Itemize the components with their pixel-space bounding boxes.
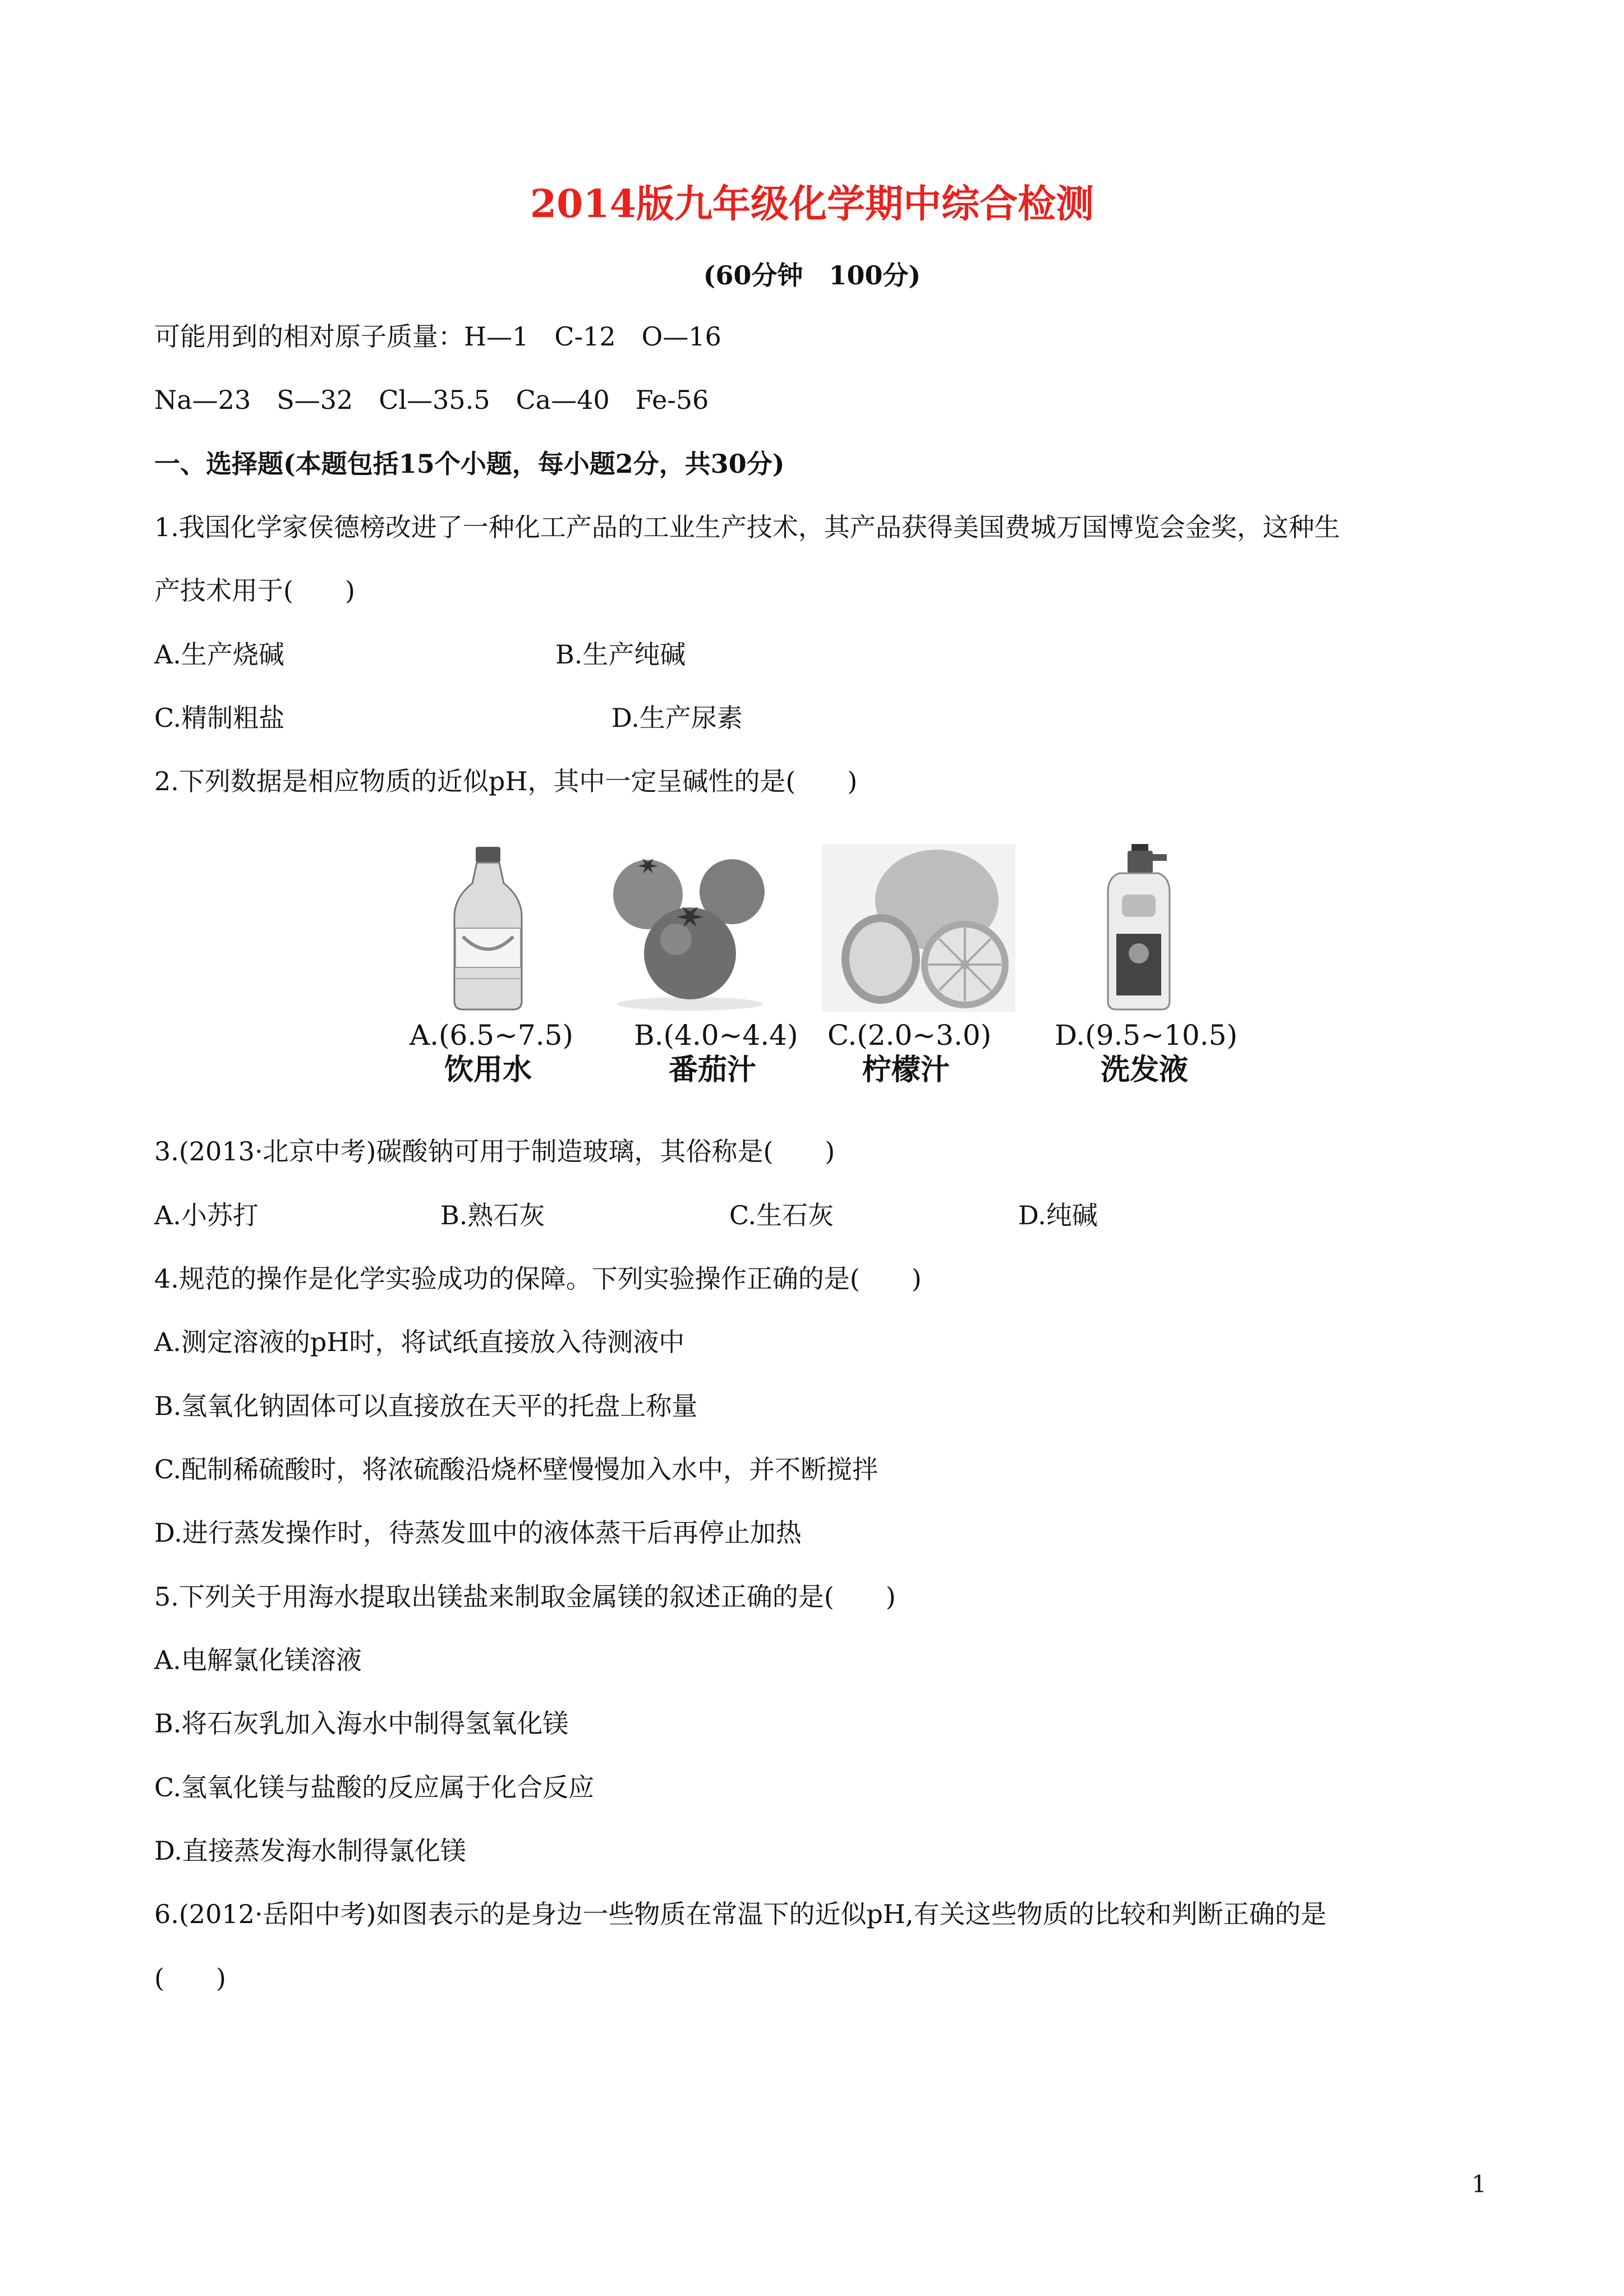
question-1-option-d: D.生产尿素	[611, 703, 743, 733]
question-6-stem-cont: ( )	[154, 1963, 226, 1993]
question-1-option-c: C.精制粗盐	[154, 703, 285, 733]
page-number: 1	[1471, 2170, 1487, 2198]
question-3-option-d: D.纯碱	[1018, 1200, 1098, 1230]
question-4-option-b: B.氢氧化钠固体可以直接放在天平的托盘上称量	[154, 1391, 698, 1421]
section-heading: 一、选择题(本题包括15个小题，每小题2分，共30分)	[154, 449, 785, 479]
atomic-mass-line-1: 可能用到的相对原子质量：H—1 C-12 O—16	[154, 321, 721, 352]
question-4-option-a: A.测定溶液的pH时，将试纸直接放入待测液中	[154, 1327, 685, 1357]
atomic-mass-line-2: Na—23 S—32 Cl—35.5 Ca—40 Fe-56	[154, 385, 709, 415]
option-d-ph: D.(9.5~10.5)	[1055, 1019, 1237, 1052]
option-b-substance: 番茄汁	[668, 1053, 756, 1087]
exam-duration-score: (60分钟 100分)	[703, 260, 921, 291]
question-4-option-c: C.配制稀硫酸时，将浓硫酸沿烧杯壁慢慢加入水中，并不断搅拌	[154, 1454, 878, 1484]
question-3-stem: 3.(2013·北京中考)碳酸钠可用于制造玻璃，其俗称是( )	[154, 1136, 835, 1167]
option-c-substance: 柠檬汁	[862, 1053, 950, 1087]
question-2-stem: 2.下列数据是相应物质的近似pH，其中一定呈碱性的是( )	[154, 766, 858, 796]
question-3-option-a: A.小苏打	[154, 1200, 259, 1230]
option-d-substance: 洗发液	[1100, 1053, 1188, 1087]
question-1-option-b: B.生产纯碱	[555, 639, 686, 670]
option-c-ph: C.(2.0~3.0)	[827, 1019, 992, 1052]
tomato-icon	[606, 844, 774, 1012]
question-3-option-c: C.生石灰	[729, 1200, 834, 1230]
question-5-option-b: B.将石灰乳加入海水中制得氢氧化镁	[154, 1708, 569, 1739]
question-5-option-a: A.电解氯化镁溶液	[154, 1645, 362, 1675]
question-1-stem: 1.我国化学家侯德榜改进了一种化工产品的工业生产技术，其产品获得美国费城万国博览会金奖，这种生	[154, 512, 1340, 542]
lemon-icon	[822, 844, 1015, 1012]
shampoo-bottle-icon	[1097, 844, 1181, 1012]
question-1-option-a: A.生产烧碱	[154, 639, 284, 670]
question-5-option-d: D.直接蒸发海水制得氯化镁	[154, 1836, 466, 1866]
option-a-caption	[410, 1018, 573, 1087]
option-a-substance: 饮用水	[444, 1053, 532, 1087]
option-c-caption	[827, 1018, 992, 1087]
option-b-caption	[634, 1018, 798, 1087]
question-3-option-b: B.熟石灰	[440, 1200, 545, 1230]
page-title: 2014版九年级化学期中综合检测	[530, 182, 1094, 227]
water-bottle-icon	[438, 844, 539, 1012]
question-4-stem: 4.规范的操作是化学实验成功的保障。下列实验操作正确的是( )	[154, 1264, 922, 1294]
question-1-stem-cont: 产技术用于( )	[154, 575, 355, 606]
option-b-ph: B.(4.0~4.4)	[634, 1019, 798, 1052]
option-a-ph: A.(6.5~7.5)	[410, 1019, 573, 1052]
question-5-stem: 5.下列关于用海水提取出镁盐来制取金属镁的叙述正确的是( )	[154, 1582, 896, 1612]
option-d-caption	[1055, 1018, 1237, 1087]
question-6-stem: 6.(2012·岳阳中考)如图表示的是身边一些物质在常温下的近似pH,有关这些物质的比较和判断正确的是	[154, 1899, 1327, 1929]
question-4-option-d: D.进行蒸发操作时，待蒸发皿中的液体蒸干后再停止加热	[154, 1518, 802, 1548]
question-5-option-c: C.氢氧化镁与盐酸的反应属于化合反应	[154, 1772, 595, 1802]
